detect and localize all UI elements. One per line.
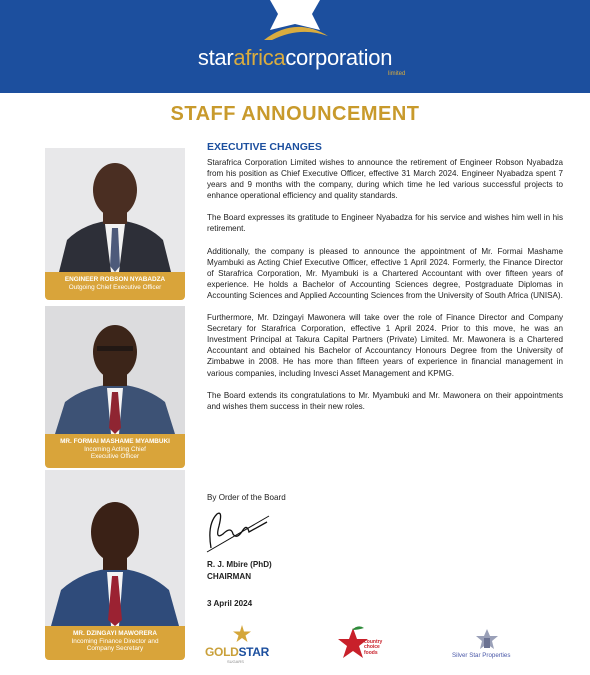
signature-icon xyxy=(203,504,271,556)
country-line-2: choice xyxy=(364,644,380,651)
person-name-2: MR. FORMAI MASHAME MYAMBUKI xyxy=(60,438,170,445)
silver-star-logo xyxy=(452,628,526,664)
paragraph-1: Starafrica Corporation Limited wishes to announce the retirement of Engineer Robson Nyabadza from his position as Chief Executive Officer, effective 31 March 2024. Engineer Nyabadza spent 7 years and 9 months with the company, during which time he led various successful projects to enhance operational efficiency and quality standards. xyxy=(207,158,563,201)
person-photo-2 xyxy=(45,306,185,434)
country-line-3: foods xyxy=(364,649,378,656)
person-card-2 xyxy=(45,306,185,468)
goldstar-tagline: SUGARS xyxy=(227,659,244,664)
person-caption-3 xyxy=(45,626,185,660)
chairman-title: CHAIRMAN xyxy=(207,572,252,581)
country-choice-word xyxy=(364,640,382,656)
country-line-1: country xyxy=(364,639,383,645)
brand-wordmark xyxy=(0,45,590,71)
section-heading: EXECUTIVE CHANGES xyxy=(207,141,322,153)
brand-sub: limited xyxy=(388,71,406,77)
person-name-1: ENGINEER ROBSON NYABADZA xyxy=(64,276,166,283)
silver-star-logo-icon xyxy=(474,628,500,650)
page-title: STAFF ANNOUNCEMENT xyxy=(170,103,420,125)
paragraph-3: Additionally, the company is pleased to announce the appointment of Mr. Formai Mashame Myambuki as Acting Chief Executive Officer, effective 1 April 2024. Formerly, the Finance Director of Starafrica Corporation, Mr. Myambuki is a Chartered Accountant with over fifteen years of experience. He holds a Bachelor of Accounting Sciences degree, Postgraduate Diplomas in Accounting Sciences and Applied Accounting Sciences from the University of South Africa (UNISA). xyxy=(207,246,563,300)
brand-part-3: corporation xyxy=(285,45,393,70)
person-role-3: Incoming Finance Director and Company Secretary xyxy=(71,637,159,653)
announcement-body xyxy=(207,157,563,423)
person-photo-3 xyxy=(45,470,185,626)
country-choice-logo xyxy=(338,622,392,666)
person-role-2: Incoming Acting Chief Executive Officer xyxy=(84,445,146,461)
person-name-3: MR. DZINGAYI MAWORERA xyxy=(73,630,157,637)
brand-part-2: africa xyxy=(233,45,286,70)
goldstar-logo xyxy=(205,625,275,663)
announcement-date: 3 April 2024 xyxy=(207,599,253,608)
goldstar-word-1: GOLD xyxy=(205,645,239,659)
paragraph-5: The Board extends its congratulations to Mr. Myambuki and Mr. Mawonera on their appointments and wishes them success in their new roles. xyxy=(207,390,563,411)
chairman-name: R. J. Mbire (PhD) xyxy=(207,560,272,569)
person-photo-1 xyxy=(45,148,185,272)
paragraph-4: Furthermore, Mr. Dzingayi Mawonera will take over the role of Finance Director and Company Secretary for Starafrica Corporation, effective 1 April 2024. Prior to this move, he was an Investment Principal at Takura Capital Partners (Private) Limited. Mr. Mawonera is a Chartered Accountant and obtained his Bachelor of Accountancy Honours Degree from the University of Zimbabwe in 2008. He has more than fifteen years of experience in financial management in various companies, including Invesci Asset Management and KPMG. xyxy=(207,313,563,378)
person-caption-1 xyxy=(45,272,185,300)
person-caption-2 xyxy=(45,434,185,468)
goldstar-word xyxy=(205,645,269,659)
paragraph-2: The Board expresses its gratitude to Engineer Nyabadza for his service and wishes him well in his retirement. xyxy=(207,213,563,234)
person-card-1 xyxy=(45,148,185,300)
person-role-1: Outgoing Chief Executive Officer xyxy=(68,283,162,291)
silver-star-word: Silver Star Properties xyxy=(452,652,511,659)
person-card-3 xyxy=(45,470,185,660)
goldstar-logo-icon xyxy=(233,625,251,643)
brand-part-1: star xyxy=(197,45,234,70)
by-order-text: By Order of the Board xyxy=(207,493,286,502)
header-banner xyxy=(0,0,590,93)
starafrica-logo-icon xyxy=(256,0,334,48)
goldstar-word-2: STAR xyxy=(238,645,270,659)
